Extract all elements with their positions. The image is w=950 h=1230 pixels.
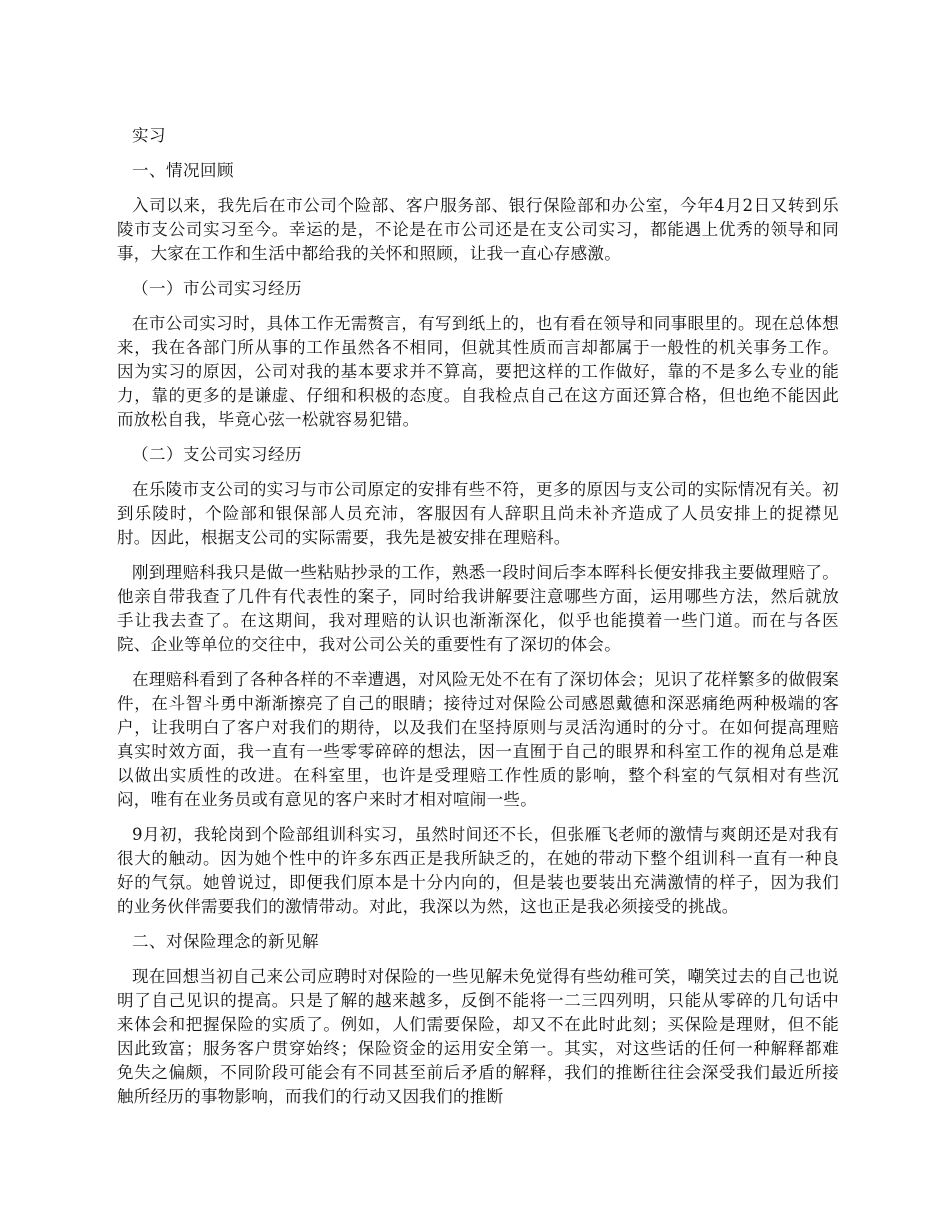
- paragraph-branch-arrival: 在乐陵市支公司的实习与市公司原定的安排有些不符，更多的原因与支公司的实际情况有关。初到乐陵时，个险部和银保部人员充沛，客服因有人辞职且尚未补齐造成了人员安排上的捉襟见肘。因此，根据支公司的实际需要，我先是被安排在理赔科。: [117, 480, 839, 547]
- paragraph-city-experience: 在市公司实习时，具体工作无需赘言，有写到纸上的，也有看在领导和同事眼里的。现在总体想来，我在各部门所从事的工作虽然各不相同，但就其性质而言却都属于一般性的机关事务工作。因为实习的原因，公司对我的基本要求并不算高，要把这样的工作做好，靠的不是多么专业的能力，靠的更多的是谦虚、仔细和积极的态度。自我检点自己在这方面还算合格，但也绝不能因此而放松自我，毕竟心弦一松就容易犯错。: [117, 314, 839, 429]
- paragraph-claims-reflection: 在理赔科看到了各种各样的不幸遭遇，对风险无处不在有了深切体会；见识了花样繁多的做假案件，在斗智斗勇中渐渐擦亮了自己的眼睛；接待过对保险公司感恩戴德和深恶痛绝两种极端的客户，让我明白了客户对我们的期待，以及我们在坚持原则与灵活沟通时的分寸。在如何提高理赔真实时效方面，我一直有一些零零碎碎的想法，因一直囿于自己的眼界和科室工作的视角总是难以做出实质性的改进。在科室里，也许是受理赔工作性质的影响，整个科室的气氛相对有些沉闷，唯有在业务员或有意见的客户来时才相对喧闹一些。: [117, 670, 839, 809]
- document-title: 实习: [132, 126, 166, 145]
- subsection-heading-branch: （二）支公司实习经历: [132, 445, 302, 464]
- paragraph-training-rotation: 9月初，我轮岗到个险部组训科实习，虽然时间还不长，但张雁飞老师的激情与爽朗还是对我有很大的触动。因为她个性中的许多东西正是我所缺乏的，在她的带动下整个组训科一直有一种良好的气氛。她曾说过，即便我们原本是十分内向的，但是装也要装出充满激情的样子，因为我们的业务伙伴需要我们的激情带动。对此，我深以为然，这也正是我必须接受的挑战。: [117, 825, 839, 916]
- paragraph-insurance-insights: 现在回想当初自己来公司应聘时对保险的一些见解未免觉得有些幼稚可笑，嘲笑过去的自己也说明了自己见识的提高。只是了解的越来越多，反倒不能将一二三四列明，只能从零碎的几句话中来体会和把握保险的实质了。例如，人们需要保险，却又不在此时此刻；买保险是理财，但不能因此致富；服务客户贯穿始终；保险资金的运用安全第一。其实，对这些话的任何一种解释都难免失之偏颇，不同阶段可能会有不同甚至前后矛盾的解释，我们的推断往往会深受我们最近所接触所经历的事物影响，而我们的行动又因我们的推断: [117, 967, 839, 1106]
- paragraph-claims-work: 刚到理赔科我只是做一些粘贴抄录的工作，熟悉一段时间后李本晖科长便安排我主要做理赔了。他亲自带我查了几件有代表性的案子，同时给我讲解要注意哪些方面，运用哪些方法，然后就放手让我去查了。在这期间，我对理赔的认识也渐渐深化，似乎也能摸着一些门道。而在与各医院、企业等单位的交往中，我对公司公关的重要性有了深切的体会。: [117, 563, 839, 654]
- section-heading-insights: 二、对保险理念的新见解: [132, 932, 319, 951]
- section-heading-review: 一、情况回顾: [132, 161, 234, 180]
- paragraph-intro: 入司以来，我先后在市公司个险部、客户服务部、银行保险部和办公室，今年4月2日又转到乐陵市支公司实习至今。幸运的是，不论是在市公司还是在支公司实习，都能遇上优秀的领导和同事，大家在工作和生活中都给我的关怀和照顾，让我一直心存感激。: [117, 196, 839, 263]
- subsection-heading-city: （一）市公司实习经历: [132, 279, 302, 298]
- document-page: [117, 120, 839, 1120]
